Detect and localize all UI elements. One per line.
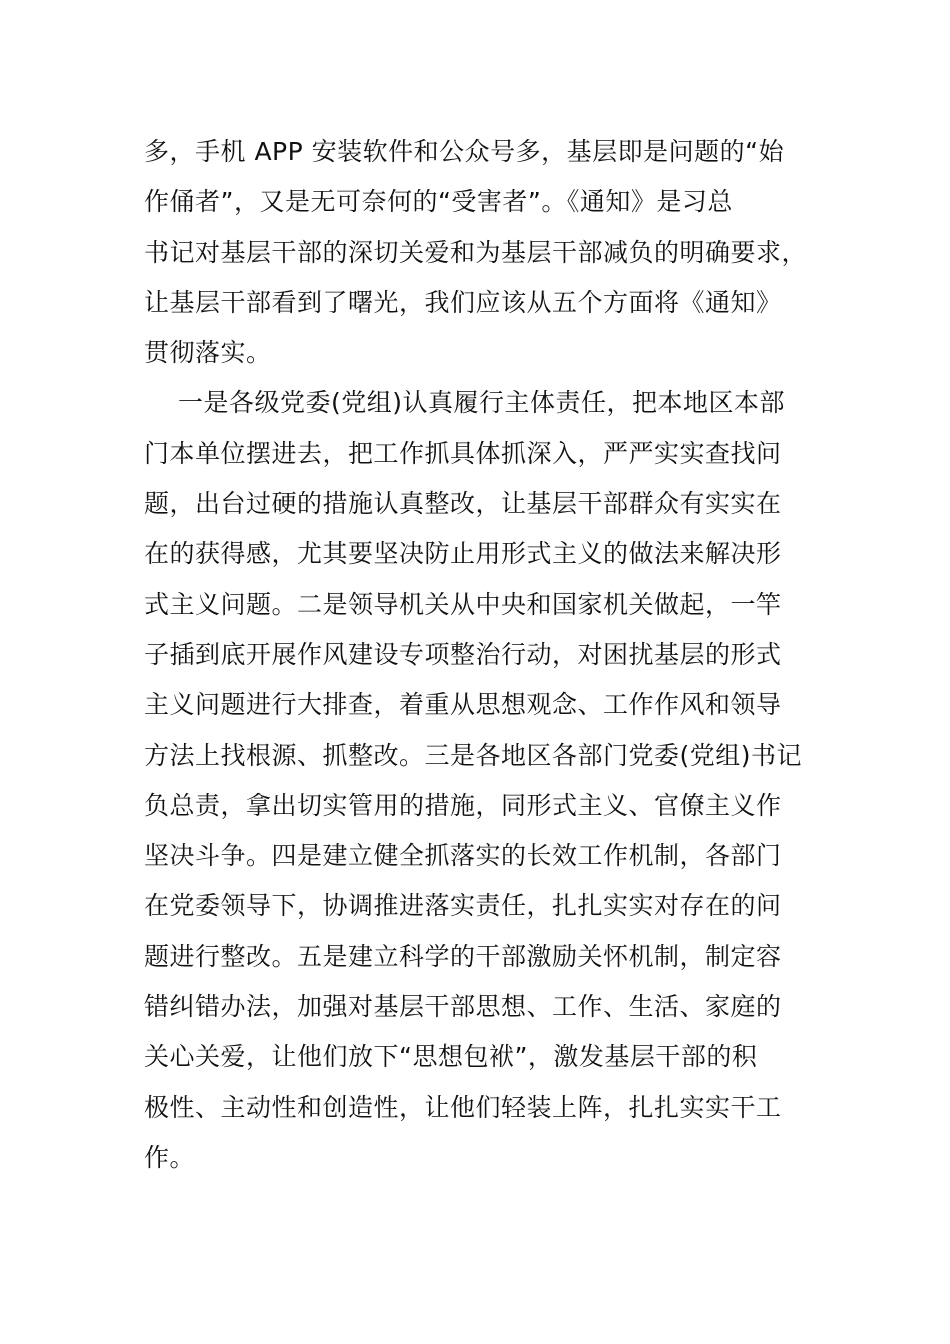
paragraph-line: 门本单位摆进去，把工作抓具体抓深入，严严实实查找问 bbox=[144, 438, 782, 468]
paragraph-line: 关心关爱，让他们放下“思想包袱”，激发基层干部的积 bbox=[144, 1042, 758, 1072]
paragraph-2 bbox=[144, 378, 824, 1183]
paragraph-line: 负总责，拿出切实管用的措施，同形式主义、官僚主义作 bbox=[144, 790, 782, 820]
paragraph-1 bbox=[144, 127, 824, 378]
paragraph-line: 在党委领导下，协调推进落实责任，扎扎实实对存在的问 bbox=[144, 891, 782, 921]
paragraph-line: 式主义问题。二是领导机关从中央和国家机关做起，一竿 bbox=[144, 589, 782, 619]
paragraph-line: 作。 bbox=[144, 1142, 196, 1172]
paragraph-line: 题，出台过硬的措施认真整改，让基层干部群众有实实在 bbox=[144, 489, 782, 519]
paragraph-line: 在的获得感，尤其要坚决防止用形式主义的做法来解决形 bbox=[144, 539, 782, 569]
paragraph-line: 方法上找根源、抓整改。三是各地区各部门党委(党组)书记 bbox=[144, 740, 803, 770]
paragraph-line: 题进行整改。五是建立科学的干部激励关怀机制，制定容 bbox=[144, 941, 782, 971]
paragraph-line: 多，手机 APP 安装软件和公众号多，基层即是问题的“始 bbox=[144, 137, 785, 166]
paragraph-line: 错纠错办法，加强对基层干部思想、工作、生活、家庭的 bbox=[144, 992, 782, 1022]
paragraph-line: 极性、主动性和创造性，让他们轻装上阵，扎扎实实干工 bbox=[144, 1092, 782, 1122]
paragraph-line: 一是各级党委(党组)认真履行主体责任，把本地区本部 bbox=[178, 388, 786, 418]
document-body bbox=[144, 127, 824, 1183]
paragraph-line: 坚决斗争。四是建立健全抓落实的长效工作机制，各部门 bbox=[144, 841, 782, 871]
paragraph-line: 贯彻落实。 bbox=[144, 338, 272, 368]
paragraph-line: 作俑者”，又是无可奈何的“受害者”。《通知》是习总 bbox=[144, 187, 733, 217]
paragraph-line: 子插到底开展作风建设专项整治行动，对困扰基层的形式 bbox=[144, 639, 782, 669]
paragraph-line: 主义问题进行大排查，着重从思想观念、工作作风和领导 bbox=[144, 690, 782, 720]
paragraph-line: 让基层干部看到了曙光，我们应该从五个方面将《通知》 bbox=[144, 287, 782, 317]
paragraph-line: 书记对基层干部的深切关爱和为基层干部减负的明确要求， bbox=[144, 237, 808, 267]
